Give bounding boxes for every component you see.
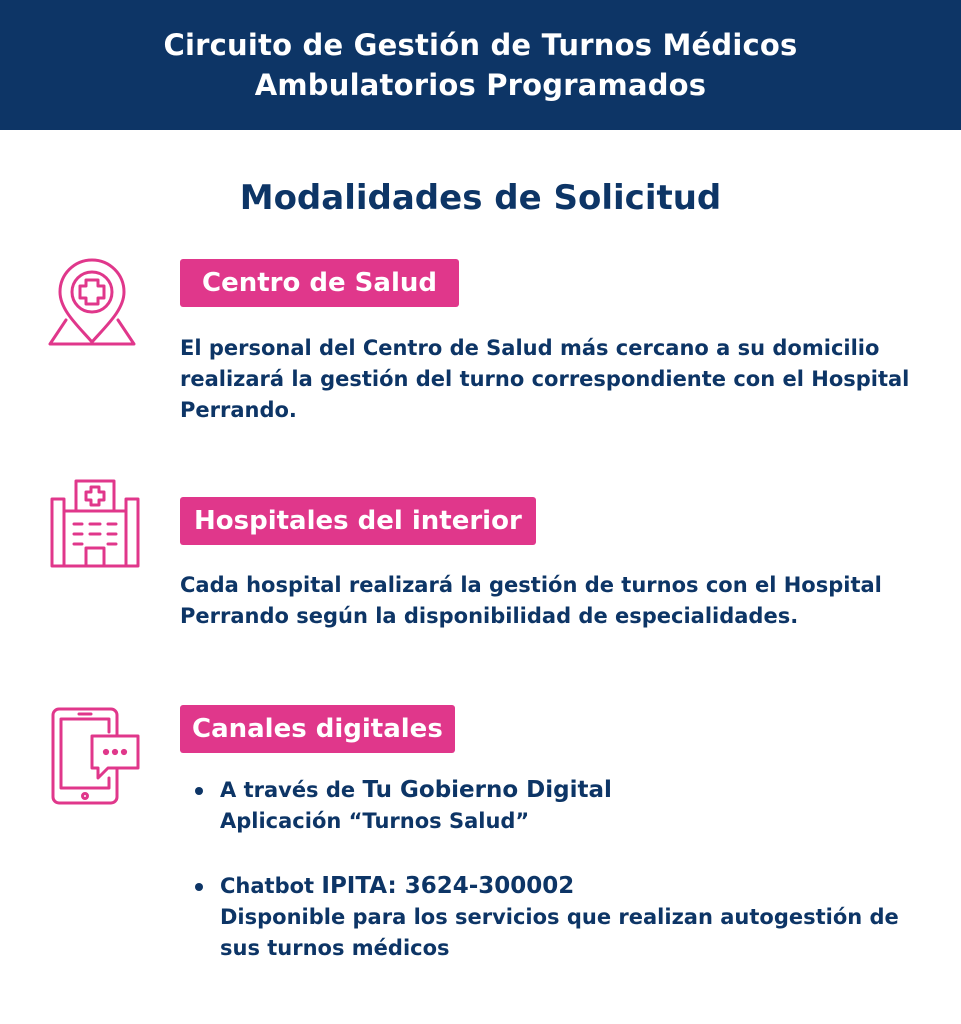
badge-canales-digitales: Canales digitales	[180, 705, 455, 753]
tablet-chat-icon	[50, 706, 142, 806]
section-title: Modalidades de Solicitud	[239, 178, 722, 218]
header-title-line-2: Ambulatorios Programados	[254, 68, 707, 102]
description-hospitales-del-interior: Cada hospital realizará la gestión de turnos con el Hospital Perrando según la disponibilidad de especialidades.	[180, 573, 882, 628]
hospital-building-icon	[50, 478, 140, 570]
bullet-highlight: IPITA: 3624-300002	[321, 873, 575, 899]
list-item-chatbot-ipita	[195, 871, 935, 964]
description-centro-de-salud: El personal del Centro de Salud más cercano a su domicilio realizará la gestión del turno correspondiente con el Hospital Perrando.	[180, 336, 910, 422]
bullet-highlight: Tu Gobierno Digital	[362, 777, 612, 803]
bullet-dot	[195, 787, 203, 795]
header-title-line-1: Circuito de Gestión de Turnos Médicos	[163, 28, 798, 62]
location-pin-medical-icon	[48, 258, 136, 350]
bullet-detail: Disponible para los servicios que realizan autogestión de sus turnos médicos	[220, 905, 899, 960]
bullet-prefix: Chatbot	[220, 874, 315, 898]
badge-hospitales-del-interior: Hospitales del interior	[180, 497, 536, 545]
bullet-dot	[195, 883, 203, 891]
digital-channels-list	[195, 775, 935, 964]
bullet-prefix: A través de	[220, 778, 356, 802]
list-item-tu-gobierno-digital	[195, 775, 935, 837]
bullet-detail: Aplicación “Turnos Salud”	[220, 809, 530, 833]
badge-centro-de-salud: Centro de Salud	[180, 259, 459, 307]
header-banner	[0, 0, 961, 130]
